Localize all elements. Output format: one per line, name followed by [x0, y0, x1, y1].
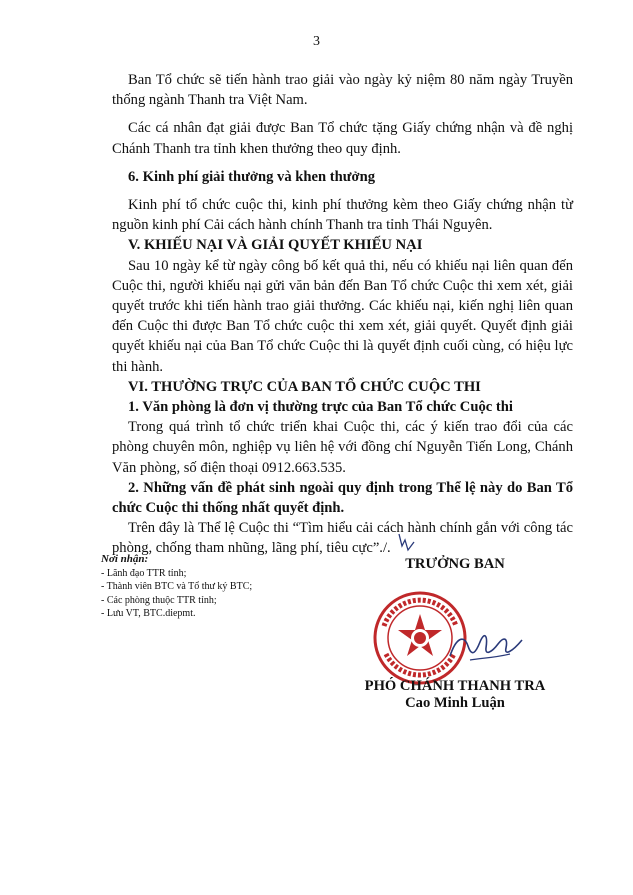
handwritten-signature-icon: [446, 622, 526, 668]
body-paragraph: Trong quá trình tổ chức triển khai Cuộc thi, các ý kiến trao đổi của các phòng chuyên môn, nghiệp vụ liên hệ với đồng chí Nguyễn Tiến Long, Chánh Văn phòng, số điện thoại 0912.663.535.: [112, 419, 573, 476]
signer-position: PHÓ CHÁNH THANH TRA: [364, 678, 546, 694]
recipient-item: - Lãnh đạo TTR tỉnh;: [101, 567, 187, 579]
body-paragraph: Trên đây là Thể lệ Cuộc thi “Tìm hiểu cải cách hành chính gắn với công tác phòng, chống tham nhũng, lãng phí, tiêu cực”./.: [112, 520, 573, 557]
body-paragraph: Sau 10 ngày kể từ ngày công bố kết quả thi, nếu có khiếu nại liên quan đến Cuộc thi, người khiếu nại gửi văn bản đến Ban Tổ chức Cuộc thi xem xét, giải quyết trước khi tiến hành trao giải thưởng. Các khiếu nại, kiến nghị liên quan đến Cuộc thi được Ban Tổ chức cuộc thi xem xét, giải quyết. Quyết định giải quyết khiếu nại của Ban Tổ chức Cuộc thi là quyết định cuối cùng, có hiệu lực thi hành.: [112, 257, 573, 375]
section-heading: 6. Kinh phí giải thưởng và khen thưởng: [128, 168, 375, 185]
signer-name: Cao Minh Luận: [405, 695, 505, 711]
body-paragraph: Kinh phí tổ chức cuộc thi, kinh phí thưởng kèm theo Giấy chứng nhận từ nguồn kinh phí Cải cách hành chính Thanh tra tỉnh Thái Nguyên.: [112, 197, 573, 234]
initial-mark-icon: [396, 532, 416, 554]
document-body: [112, 70, 573, 559]
recipient-item: - Các phòng thuộc TTR tỉnh;: [101, 594, 217, 606]
section-heading: V. KHIẾU NẠI VÀ GIẢI QUYẾT KHIẾU NẠI: [128, 237, 423, 254]
section-heading: VI. THƯỜNG TRỰC CỦA BAN TỔ CHỨC CUỘC THI: [128, 378, 481, 395]
signature-title: TRƯỞNG BAN: [405, 556, 505, 572]
body-paragraph: Các cá nhân đạt giải được Ban Tổ chức tặng Giấy chứng nhận và đề nghị Chánh Thanh tra tỉnh khen thưởng theo quy định.: [112, 120, 573, 157]
recipients-list: [101, 567, 331, 621]
page-number: 3: [313, 34, 320, 49]
section-heading: 1. Văn phòng là đơn vị thường trực của Ban Tổ chức Cuộc thi: [128, 399, 513, 416]
body-paragraph: Ban Tổ chức sẽ tiến hành trao giải vào ngày kỷ niệm 80 năm ngày Truyền thống ngành Thanh tra Việt Nam.: [112, 72, 573, 109]
recipients-label: Nơi nhận:: [101, 553, 149, 565]
section-heading: 2. Những vấn đề phát sinh ngoài quy định trong Thể lệ này do Ban Tổ chức Cuộc thi thống nhất quyết định.: [112, 479, 573, 517]
recipients-block: [101, 553, 331, 621]
recipient-item: - Lưu VT, BTC.diepmt.: [101, 608, 196, 619]
recipient-item: - Thành viên BTC và Tổ thư ký BTC;: [101, 581, 253, 592]
